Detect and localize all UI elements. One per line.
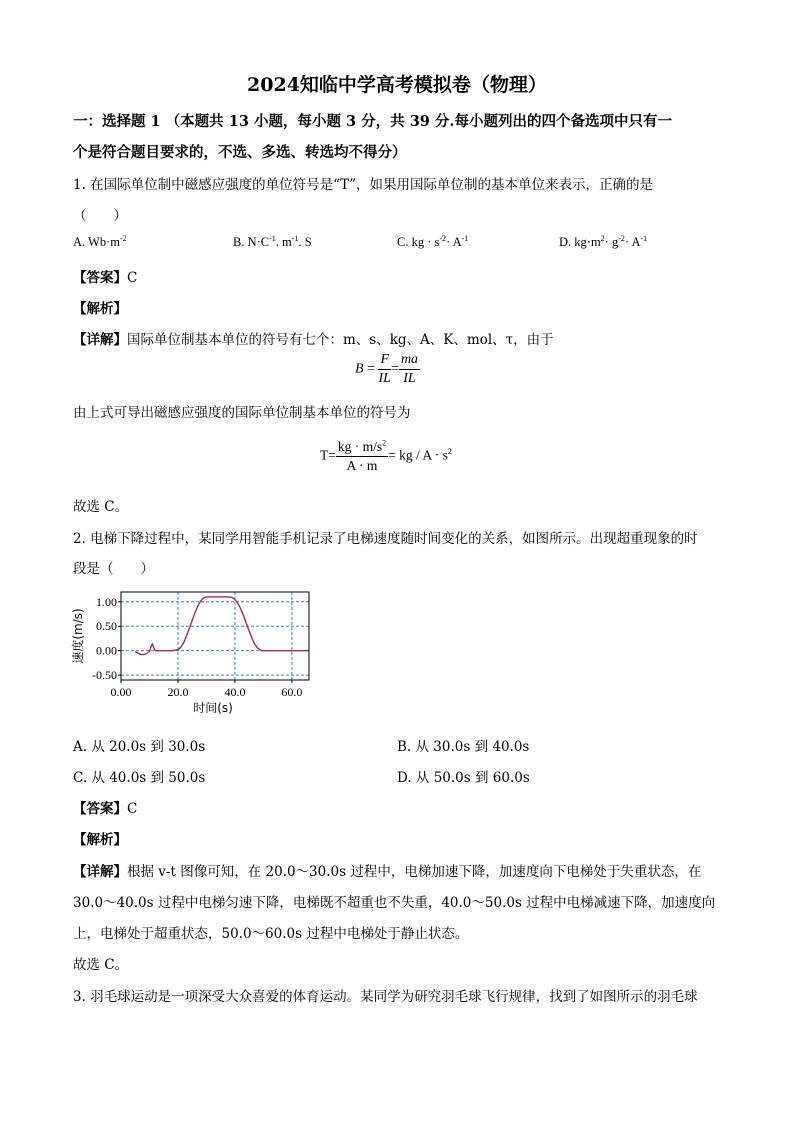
q2-option-c[interactable]: C. 从 40.0s 到 50.0s	[73, 770, 206, 786]
q2-detail-line3: 上，电梯处于超重状态，50.0～60.0s 过程中电梯处于静止状态。	[73, 926, 469, 942]
formula1-frac1-num: F	[378, 351, 391, 370]
q2-stem-line1: 2. 电梯下降过程中，某同学用智能手机记录了电梯速度随时间变化的关系，如图所示。出现超重现象的时	[73, 531, 698, 547]
q1-option-a-base: A. Wb·m	[73, 235, 120, 249]
q1-option-d-exp2: -2	[618, 233, 625, 243]
q1-option-c-base1: C. kg · s	[397, 235, 440, 249]
formula2-frac	[336, 438, 388, 475]
q1-detail-tag: 【详解】	[73, 332, 127, 348]
q1-formula1	[355, 351, 420, 388]
q2-detail-line2: 30.0～40.0s 过程中电梯匀速下降，电梯既不超重也不失重，40.0～50.0s 过程中电梯减速下降，加速度向	[73, 895, 716, 911]
q2-answer-tag: 【答案】	[73, 801, 127, 817]
q1-option-c-exp2: -1	[461, 233, 469, 243]
q1-option-d-base3: · A	[624, 235, 641, 249]
q1-option-b-exp2: -1	[291, 233, 299, 243]
q1-answer	[73, 266, 137, 286]
y-tick-label-1: 0.50	[96, 619, 117, 634]
q1-detail-line2: 由上式可导出磁感应强度的国际单位制基本单位的符号为	[73, 405, 411, 421]
q2-stem-line2: 段是（ ）	[73, 561, 154, 577]
velocity-time-chart	[60, 580, 330, 720]
q1-option-b-tail: . S	[298, 235, 312, 249]
q1-option-c[interactable]	[397, 235, 468, 250]
q2-answer-value: C	[127, 801, 138, 817]
q2-detail-text1: 根据 v-t 图像可知，在 20.0～30.0s 过程中，电梯加速下降，加速度向下电梯处于失重状态，在	[127, 864, 702, 880]
x-axis-label: 时间(s)	[193, 701, 233, 715]
y-axis-label: 速度(m/s)	[71, 608, 85, 664]
q1-option-d-base1: D. kg·m	[559, 235, 601, 249]
formula2-lhs: T=	[320, 447, 336, 463]
q1-stem-line2: （ ）	[73, 208, 127, 224]
q1-answer-tag: 【答案】	[73, 270, 127, 286]
q1-detail-line1	[73, 328, 554, 348]
q1-option-d[interactable]	[559, 235, 647, 250]
plot-area	[121, 592, 309, 680]
q1-option-b[interactable]	[233, 235, 312, 250]
q3-stem-line1: 3. 羽毛球运动是一项深受大众喜爱的体育运动。某同学为研究羽毛球飞行规律，找到了如图所示的羽毛球	[73, 989, 698, 1005]
velocity-time-chart-svg	[60, 580, 330, 720]
formula1-frac1	[378, 351, 391, 388]
q2-analysis-tag: 【解析】	[73, 832, 127, 848]
x-tick-label-0: 0.00	[110, 685, 132, 699]
q2-option-d[interactable]: D. 从 50.0s 到 60.0s	[397, 770, 530, 786]
formula1-eq: =	[367, 361, 375, 377]
q1-option-a-exp: -2	[120, 233, 127, 243]
q2-option-b[interactable]: B. 从 30.0s 到 40.0s	[397, 739, 530, 755]
q2-detail-line1	[73, 860, 701, 880]
page-title: 2024知临中学高考模拟卷（物理）	[247, 74, 547, 96]
formula1-lhs: B	[355, 361, 364, 377]
formula1-frac2	[399, 351, 420, 388]
q1-formula2	[320, 438, 452, 475]
q1-option-d-exp1: 2	[600, 233, 605, 243]
formula2-den: A · m	[346, 458, 378, 473]
formula2-num-exp: 2	[382, 438, 387, 448]
q1-option-a[interactable]	[73, 235, 127, 250]
q1-option-b-base1: B. N·C	[233, 235, 270, 249]
q1-option-c-exp1: -2	[439, 233, 447, 243]
formula2-rhs: = kg / A · s	[388, 447, 448, 463]
section-header-line1: 一：选择题 1 （本题共 13 小题，每小题 3 分，共 39 分.每小题列出的四个备选项中只有一	[73, 113, 672, 130]
q1-option-c-base2: · A	[446, 235, 462, 249]
formula2-num	[336, 438, 388, 457]
formula2-num-text: kg · m/s	[337, 439, 383, 454]
q2-conclusion: 故选 C。	[73, 957, 129, 973]
q1-detail-text1: 国际单位制基本单位的符号有七个：m、s、kg、A、K、mol、τ，由于	[127, 332, 554, 348]
q1-option-d-base2: · g	[604, 235, 619, 249]
q1-conclusion: 故选 C。	[73, 499, 129, 515]
formula1-frac2-den: IL	[403, 371, 416, 386]
y-tick-label-2: 0.00	[96, 643, 117, 658]
x-tick-label-2: 40.0	[224, 685, 246, 699]
y-tick-label-3: -0.50	[92, 668, 117, 683]
y-tick-label-0: 1.00	[96, 594, 117, 609]
q2-option-a[interactable]: A. 从 20.0s 到 30.0s	[73, 739, 206, 755]
x-tick-label-1: 20.0	[167, 685, 189, 699]
q1-analysis-tag: 【解析】	[73, 301, 127, 317]
section-header-line2: 个是符合题目要求的，不选、多选、转选均不得分）	[73, 144, 407, 161]
q2-detail-tag: 【详解】	[73, 864, 127, 880]
q1-stem-line1: 1. 在国际单位制中磁感应强度的单位符号是“T”，如果用国际单位制的基本单位来表示，正确的是	[73, 177, 653, 193]
formula2-rhs-exp: 2	[447, 447, 452, 457]
formula1-frac2-num: ma	[399, 351, 420, 370]
q1-answer-value: C	[127, 270, 138, 286]
q1-option-d-exp3: -1	[640, 233, 648, 243]
formula1-frac1-den: IL	[378, 371, 391, 386]
formula1-eq2: =	[391, 361, 399, 377]
q1-option-b-exp1: -1	[269, 233, 276, 243]
x-tick-label-3: 60.0	[281, 685, 303, 699]
q1-option-b-base2: . m	[275, 235, 292, 249]
q2-answer	[73, 797, 137, 817]
